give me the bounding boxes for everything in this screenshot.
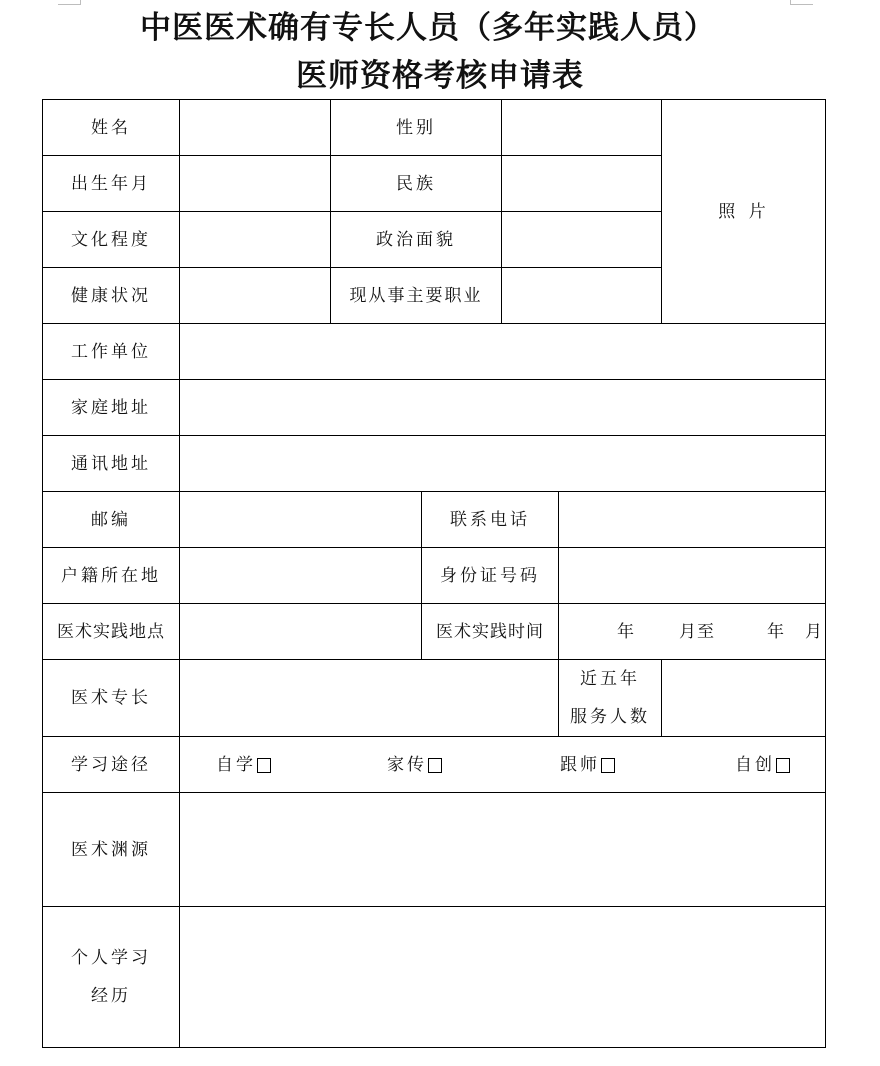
- form-title-line2: 医师资格考核申请表: [296, 58, 584, 94]
- application-form-table: [42, 99, 826, 1048]
- checkbox-family[interactable]: [428, 758, 442, 773]
- home-address-field[interactable]: [180, 380, 826, 436]
- label-education: 文化程度: [43, 212, 180, 268]
- label-experience-line2: 经历: [91, 986, 131, 1006]
- crop-mark-left: [58, 0, 81, 5]
- label-served-count: [559, 660, 662, 737]
- label-gender: 性别: [331, 100, 502, 156]
- hukou-field[interactable]: [180, 548, 422, 604]
- practice-time-month-end: 月: [805, 622, 823, 642]
- practice-time-month-to: 月至: [679, 622, 715, 642]
- practice-time-year-end: 年: [767, 622, 785, 642]
- label-practice-time: 医术实践时间: [422, 604, 559, 660]
- label-hukou: 户籍所在地: [43, 548, 180, 604]
- study-option-mentor[interactable]: 跟师: [560, 737, 615, 793]
- label-ethnicity: 民族: [331, 156, 502, 212]
- checkbox-self[interactable]: [257, 758, 271, 773]
- label-specialty: 医术专长: [43, 660, 180, 737]
- health-field[interactable]: [180, 268, 331, 324]
- phone-field[interactable]: [559, 492, 826, 548]
- study-option-innovate[interactable]: 自创: [735, 737, 790, 793]
- label-experience: [43, 907, 180, 1047]
- form-title-line1: 中医医术确有专长人员（多年实践人员）: [140, 10, 716, 46]
- label-served-line2: 服务人数: [570, 707, 650, 727]
- political-field[interactable]: [502, 212, 662, 268]
- occupation-field[interactable]: [502, 268, 662, 324]
- education-field[interactable]: [180, 212, 331, 268]
- workplace-field[interactable]: [180, 324, 826, 380]
- postcode-field[interactable]: [180, 492, 422, 548]
- label-photo: 照 片: [718, 201, 770, 222]
- label-name: 姓名: [43, 100, 180, 156]
- experience-field[interactable]: [180, 907, 826, 1047]
- label-political: 政治面貌: [331, 212, 502, 268]
- label-origin: 医术渊源: [43, 793, 180, 907]
- study-option-self[interactable]: 自学: [216, 737, 271, 793]
- origin-field[interactable]: [180, 793, 826, 907]
- label-experience-line1: 个人学习: [71, 948, 151, 968]
- practice-place-field[interactable]: [180, 604, 422, 660]
- label-study-path: 学习途径: [43, 737, 180, 793]
- practice-time-field[interactable]: [559, 604, 826, 660]
- label-workplace: 工作单位: [43, 324, 180, 380]
- checkbox-mentor[interactable]: [601, 758, 615, 773]
- birth-field[interactable]: [180, 156, 331, 212]
- label-served-line1: 近五年: [580, 669, 640, 689]
- label-practice-place: 医术实践地点: [43, 604, 180, 660]
- label-postcode: 邮编: [43, 492, 180, 548]
- label-home-address: 家庭地址: [43, 380, 180, 436]
- label-birth: 出生年月: [43, 156, 180, 212]
- label-occupation: 现从事主要职业: [331, 268, 502, 324]
- practice-time-year-start: 年: [617, 622, 635, 642]
- mail-address-field[interactable]: [180, 436, 826, 492]
- label-id-number: 身份证号码: [422, 548, 559, 604]
- id-number-field[interactable]: [559, 548, 826, 604]
- name-field[interactable]: [180, 100, 331, 156]
- label-health: 健康状况: [43, 268, 180, 324]
- study-path-options: [180, 737, 826, 793]
- study-option-family[interactable]: 家传: [387, 737, 442, 793]
- crop-mark-right: [790, 0, 813, 5]
- gender-field[interactable]: [502, 100, 662, 156]
- label-mail-address: 通讯地址: [43, 436, 180, 492]
- specialty-field[interactable]: [180, 660, 559, 737]
- checkbox-innovate[interactable]: [776, 758, 790, 773]
- ethnicity-field[interactable]: [502, 156, 662, 212]
- served-count-field[interactable]: [662, 660, 826, 737]
- label-phone: 联系电话: [422, 492, 559, 548]
- photo-box[interactable]: [662, 100, 826, 324]
